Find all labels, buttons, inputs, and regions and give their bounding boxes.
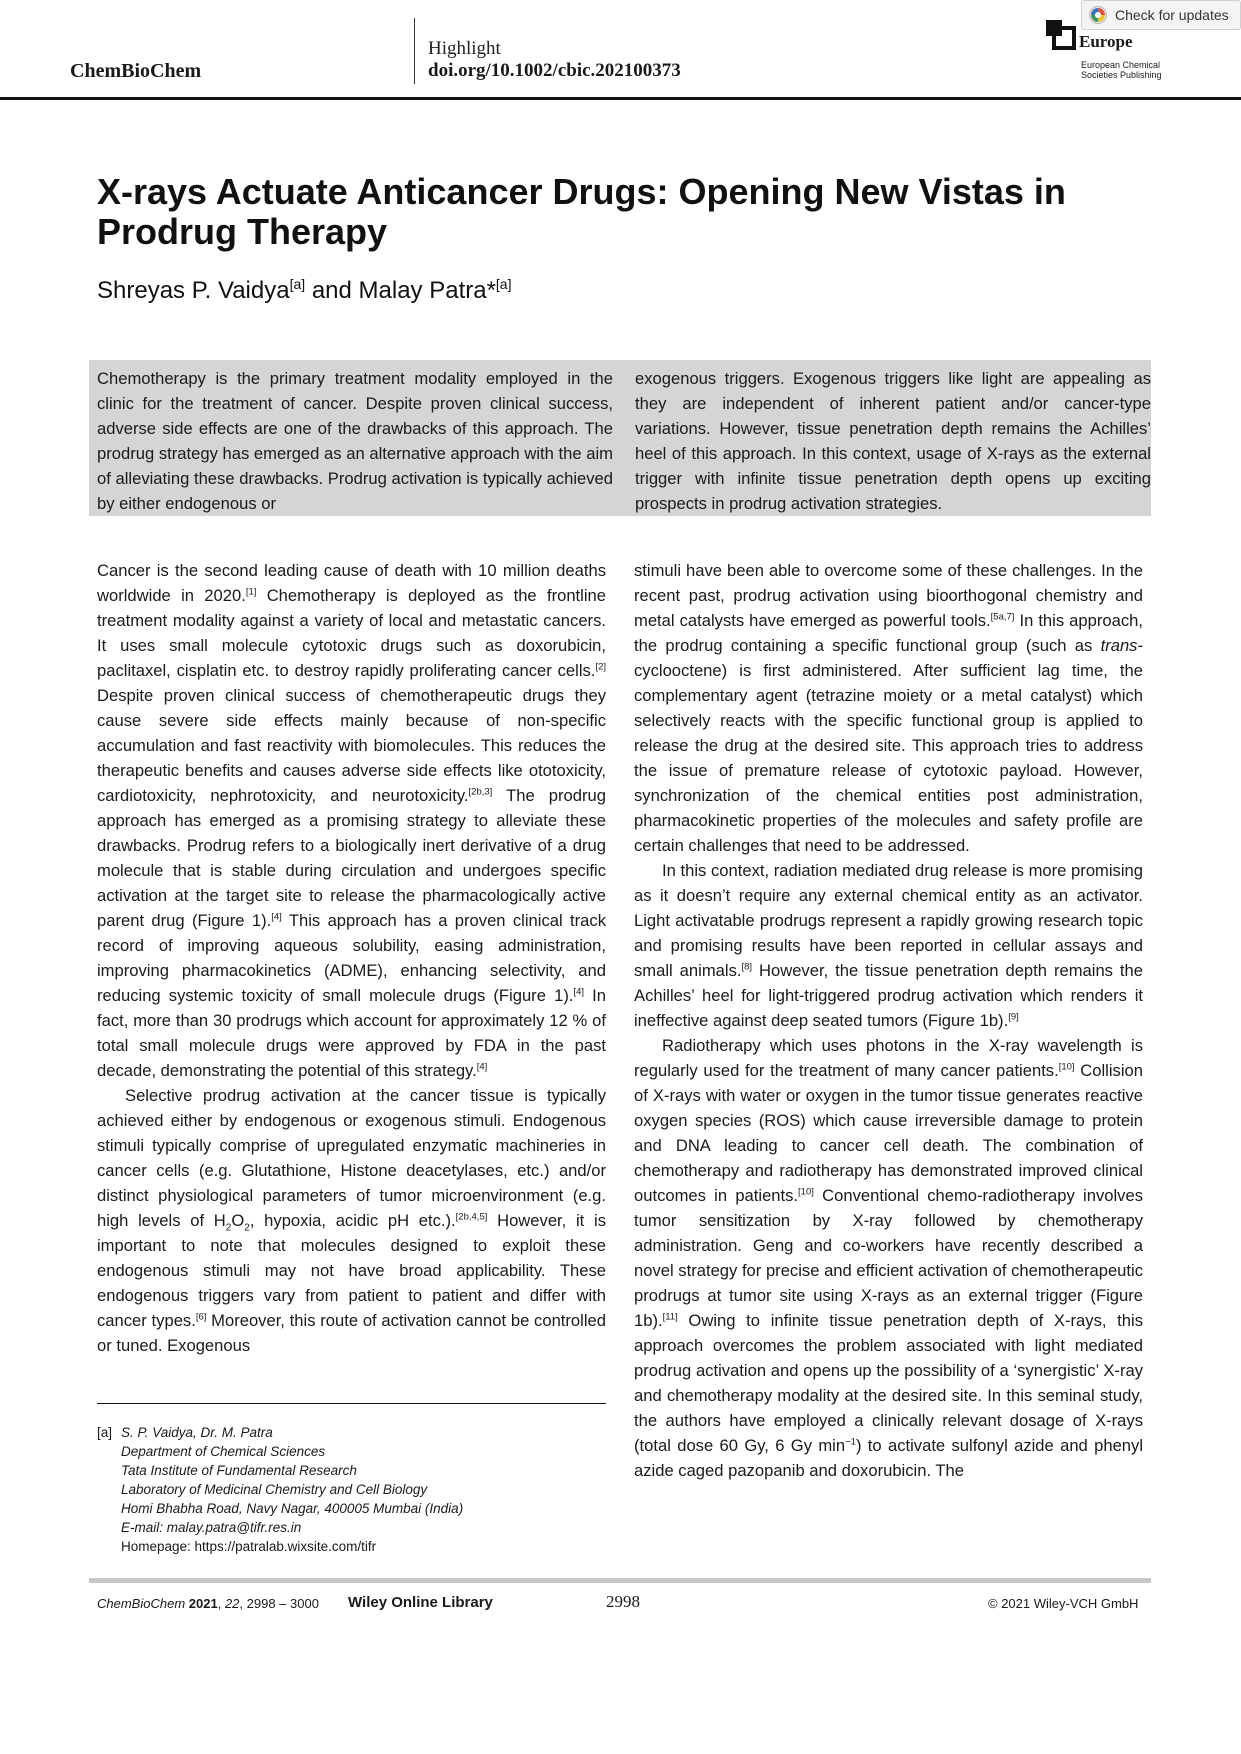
body-paragraph-1: Cancer is the second leading cause of death with 10 million deaths worldwide in 2020.[1] Chemotherapy is deployed as the frontline treatment modality against a variety of local and metastatic cancers. It uses small molecule cytotoxic drugs such as doxorubicin, paclitaxel, cisplatin etc. to destroy rapidly proliferating cancer cells.[2] Despite proven clinical success of chemotherapeutic drugs they cause severe side effects mainly because of non-specific accumulation and fast reactivity with biomolecules. This reduces the therapeutic benefits and causes adverse side effects like ototoxicity, cardiotoxicity, nephrotoxicity, and neurotoxicity.[2b,3] The prodrug approach has emerged as a promising strategy to alleviate these drawbacks. Prodrug refers to a biologically inert derivative of a drug molecule that is stable during circulation and undergoes specific activation at the target site to release the pharmacologically active parent drug (Figure 1).[4] This approach has a proven clinical track record of improving aqueous solubility, easing administration, improving pharmacokinetics (ADME), enhancing selectivity, and reducing systemic toxicity of small molecule drugs (Figure 1).[4] In fact, more than 30 prodrugs which account for approximately 12 % of total small molecule drugs were approved by FDA in the past decade, demonstrating the potential of this strategy.[4] [97,561,606,1080]
article-title: X-rays Actuate Anticancer Drugs: Opening New Vistas in Prodrug Therapy [97,171,1066,252]
footnote-laboratory: Laboratory of Medicinal Chemistry and Cell Biology [121,1482,428,1497]
check-updates-icon [1089,6,1107,24]
citation[interactable]: [8] [741,961,753,973]
body-paragraph-5: Radiotherapy which uses photons in the X-ray wavelength is regularly used for the treatment of many cancer patients.[10] Collision of X-rays with water or oxygen in the tumor tissue generates reactive oxygen species (ROS) which cause irreversible damage to protein and DNA leading to cancer cell death. The combination of chemotherapy and radiotherapy has demonstrated improved clinical outcomes in patients.[10] Conventional chemo-radiotherapy involves tumor sensitization by X-ray followed by chemotherapy administration. Geng and co-workers have recently described a novel strategy for precise and efficient activation of chemotherapeutic prodrugs at tumor site using X-rays as an external trigger (Figure 1b).[11] Owing to infinite tissue penetration depth of X-rays, this approach overcomes the problem associated with light mediated prodrug activation and opens up the possibility of a ‘synergistic’ X-ray and chemotherapy modality at the desired site. In this seminal study, the authors have employed a clinically relevant dosage of X-rays (total dose 60 Gy, 6 Gy $\min^{-1}$) to activate sulfonyl azide and phenyl azide caged pazopanib and doxorubicin. The [634,1036,1144,1480]
footnote-email[interactable]: E-mail: malay.patra@tifr.res.in [121,1520,302,1535]
citation[interactable]: [2b,3] [468,786,493,798]
abstract-box [89,360,1151,516]
citation[interactable]: [2] [595,661,606,673]
article-type: Highlight [428,38,501,59]
publisher-subtitle-2: Societies Publishing [1081,70,1162,80]
copyright: © 2021 Wiley-VCH GmbH [988,1596,1139,1611]
citation[interactable]: [10] [798,1186,814,1198]
citation[interactable]: [4] [476,1061,488,1073]
doi-link[interactable]: doi.org/10.1002/cbic.202100373 [428,60,681,81]
body-paragraph-3: stimuli have been able to overcome some of these challenges. In the recent past, prodrug activation using bioorthogonal chemistry and metal catalysts have emerged as powerful tools.[5a,7] In this approach, the prodrug containing a specific functional group (such as trans-cyclooctene) is first administered. After sufficient lag time, the complementary agent (tetrazine moiety or a metal catalyst) which selectively reacts with the specific functional group is applied to release the drug at the desired site. This approach tries to address the issue of premature release of cytotoxic payload. However, synchronization of the chemical entities post administration, pharmacokinetic properties of the molecules and safety profile are certain challenges that need to be addressed. [634,561,1143,855]
publisher-logo-icon [1046,20,1076,50]
check-for-updates-button[interactable] [1081,0,1241,30]
header-rule [0,97,1241,100]
body-paragraph-4: In this context, radiation mediated drug release is more promising as it doesn’t require any external chemical entity as an activator. Light activatable prodrugs represent a rapidly growing research topic and promising results have been reported in cellular assays and small animals.[8] However, the tissue penetration depth remains the Achilles’ heel for light-triggered prodrug activation which renders it ineffective against deep seated tumors (Figure 1b).[9] [634,861,1143,1030]
citation[interactable]: [5a,7] [990,611,1015,623]
header-divider [414,18,415,84]
journal-name: ChemBioChem [70,60,202,82]
author-2: Malay Patra* [358,277,496,304]
citation[interactable]: [10] [1058,1061,1075,1073]
citation[interactable]: [9] [1008,1011,1019,1023]
author-conjunction: and [311,277,352,304]
body-left-column [97,558,606,1358]
citation[interactable]: [6] [195,1311,207,1323]
abstract-left-column: Chemotherapy is the primary treatment modality employed in the clinic for the treatment of cancer. Despite proven clinical success, adverse side effects are one of the drawbacks of this approach. The prodrug strategy has emerged as an alternative approach with the aim of alleviating these drawbacks. Prodrug activation is typically achieved by either endogenous or [97,369,613,513]
author-1: Shreyas P. Vaidya [97,277,290,304]
footer-citation: ChemBioChem 2021, 22, 2998 – 3000 [97,1596,319,1611]
citation[interactable]: [11] [662,1311,678,1323]
abstract-right-column: exogenous triggers. Exogenous triggers like light are appealing as they are independent of inherent patient and/or cancer-type variations. However, tissue penetration depth remains the Achilles’ heel of this approach. In this context, usage of X-rays as the external trigger with infinite tissue penetration depth opens up exciting prospects in prodrug activation strategies. [635,369,1151,513]
footnote-institute: Tata Institute of Fundamental Research [121,1463,357,1478]
footnote-authors: S. P. Vaidya, Dr. M. Patra [121,1425,273,1440]
check-for-updates-label: Check for updates [1115,7,1229,23]
body-paragraph-2: Selective prodrug activation at the cancer tissue is typically achieved either by endogenous or exogenous stimuli. Endogenous stimuli typically comprise of upregulated enzymatic machineries in cancer cells (e.g. Glutathione, Histone deacetylases, etc.) and/or distinct physiological parameters of tumor microenvironment (e.g. high levels of $H_2O_2$, hypoxia, acidic pH etc.).[2b,4,5] However, it is important to note that molecules designed to exploit these endogenous stimuli may not have broad applicability. These endogenous triggers vary from patient to patient and differ with cancer types.[6] Moreover, this route of activation cannot be controlled or tuned. Exogenous [97,1086,606,1355]
author-2-affiliation: [a] [495,276,512,292]
publisher-name: Europe [1079,32,1133,51]
footnote-department: Department of Chemical Sciences [121,1444,326,1459]
footnote-marker: [a] [97,1425,113,1440]
footnote-homepage[interactable]: Homepage: https://patralab.wixsite.com/tifr [121,1539,377,1554]
footnote-address: Homi Bhabha Road, Navy Nagar, 400005 Mumbai (India) [121,1501,464,1516]
footer-rule [89,1578,1151,1583]
footnote-rule [97,1403,606,1404]
citation[interactable]: [4] [271,911,282,923]
citation[interactable]: [1] [245,586,257,598]
publisher-subtitle-1: European Chemical [1081,60,1161,70]
author-list [97,276,512,305]
wiley-online-library-link[interactable]: Wiley Online Library [348,1594,493,1611]
citation[interactable]: [4] [573,986,585,998]
author-1-affiliation: [a] [289,276,306,292]
page-number: 2998 [606,1592,640,1611]
citation[interactable]: [2b,4,5] [455,1211,488,1223]
body-right-column [634,558,1143,1483]
